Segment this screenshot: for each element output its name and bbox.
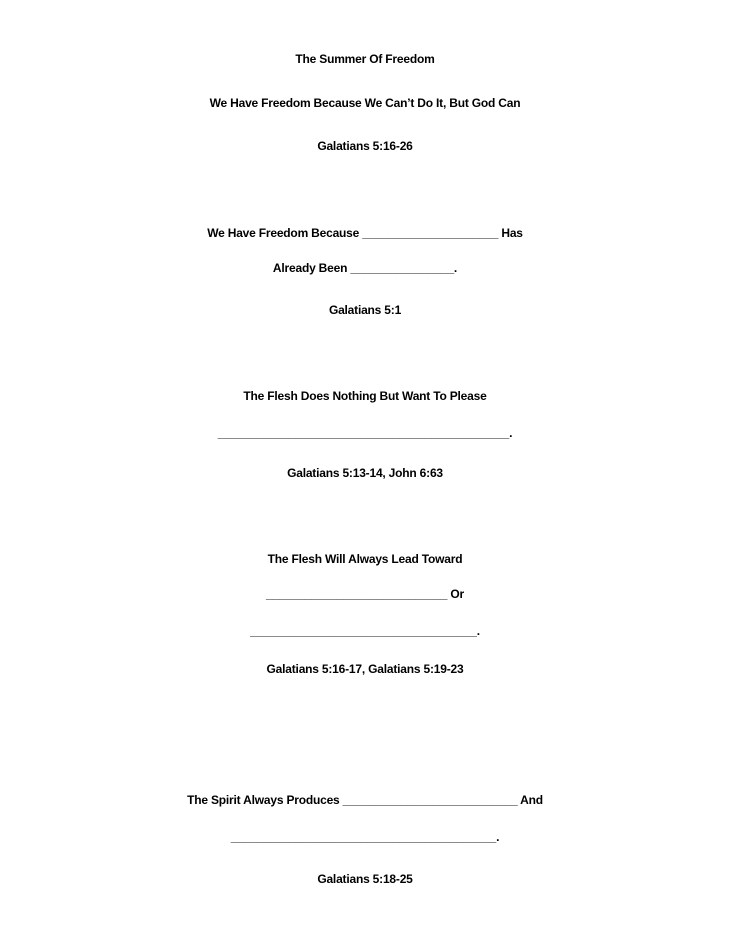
section-3-reference: Galatians 5:16-17, Galatians 5:19-23 (266, 662, 464, 676)
section-1-reference: Galatians 5:1 (328, 303, 402, 317)
section-4-reference: Galatians 5:18-25 (317, 872, 413, 886)
section-2-line-2: _____________________________________________. (217, 426, 513, 440)
section-4-line-1: The Spirit Always Produces ___________________________ And (187, 793, 543, 807)
section-1-line-1: We Have Freedom Because _____________________ Has (207, 226, 523, 240)
section-4-line-2: _________________________________________. (230, 830, 500, 844)
section-3-line-3: ___________________________________. (250, 624, 480, 638)
section-2-reference: Galatians 5:13-14, John 6:63 (287, 466, 443, 480)
page-title: The Summer Of Freedom (295, 52, 435, 66)
main-scripture-reference: Galatians 5:16-26 (317, 139, 413, 153)
section-1-line-2: Already Been ________________. (272, 261, 458, 275)
section-3-line-2: ____________________________ Or (265, 587, 464, 601)
section-3-line-1: The Flesh Will Always Lead Toward (267, 552, 463, 566)
section-2-line-1: The Flesh Does Nothing But Want To Please (243, 389, 487, 403)
page-subtitle: We Have Freedom Because We Can’t Do It, But God Can (209, 96, 521, 110)
